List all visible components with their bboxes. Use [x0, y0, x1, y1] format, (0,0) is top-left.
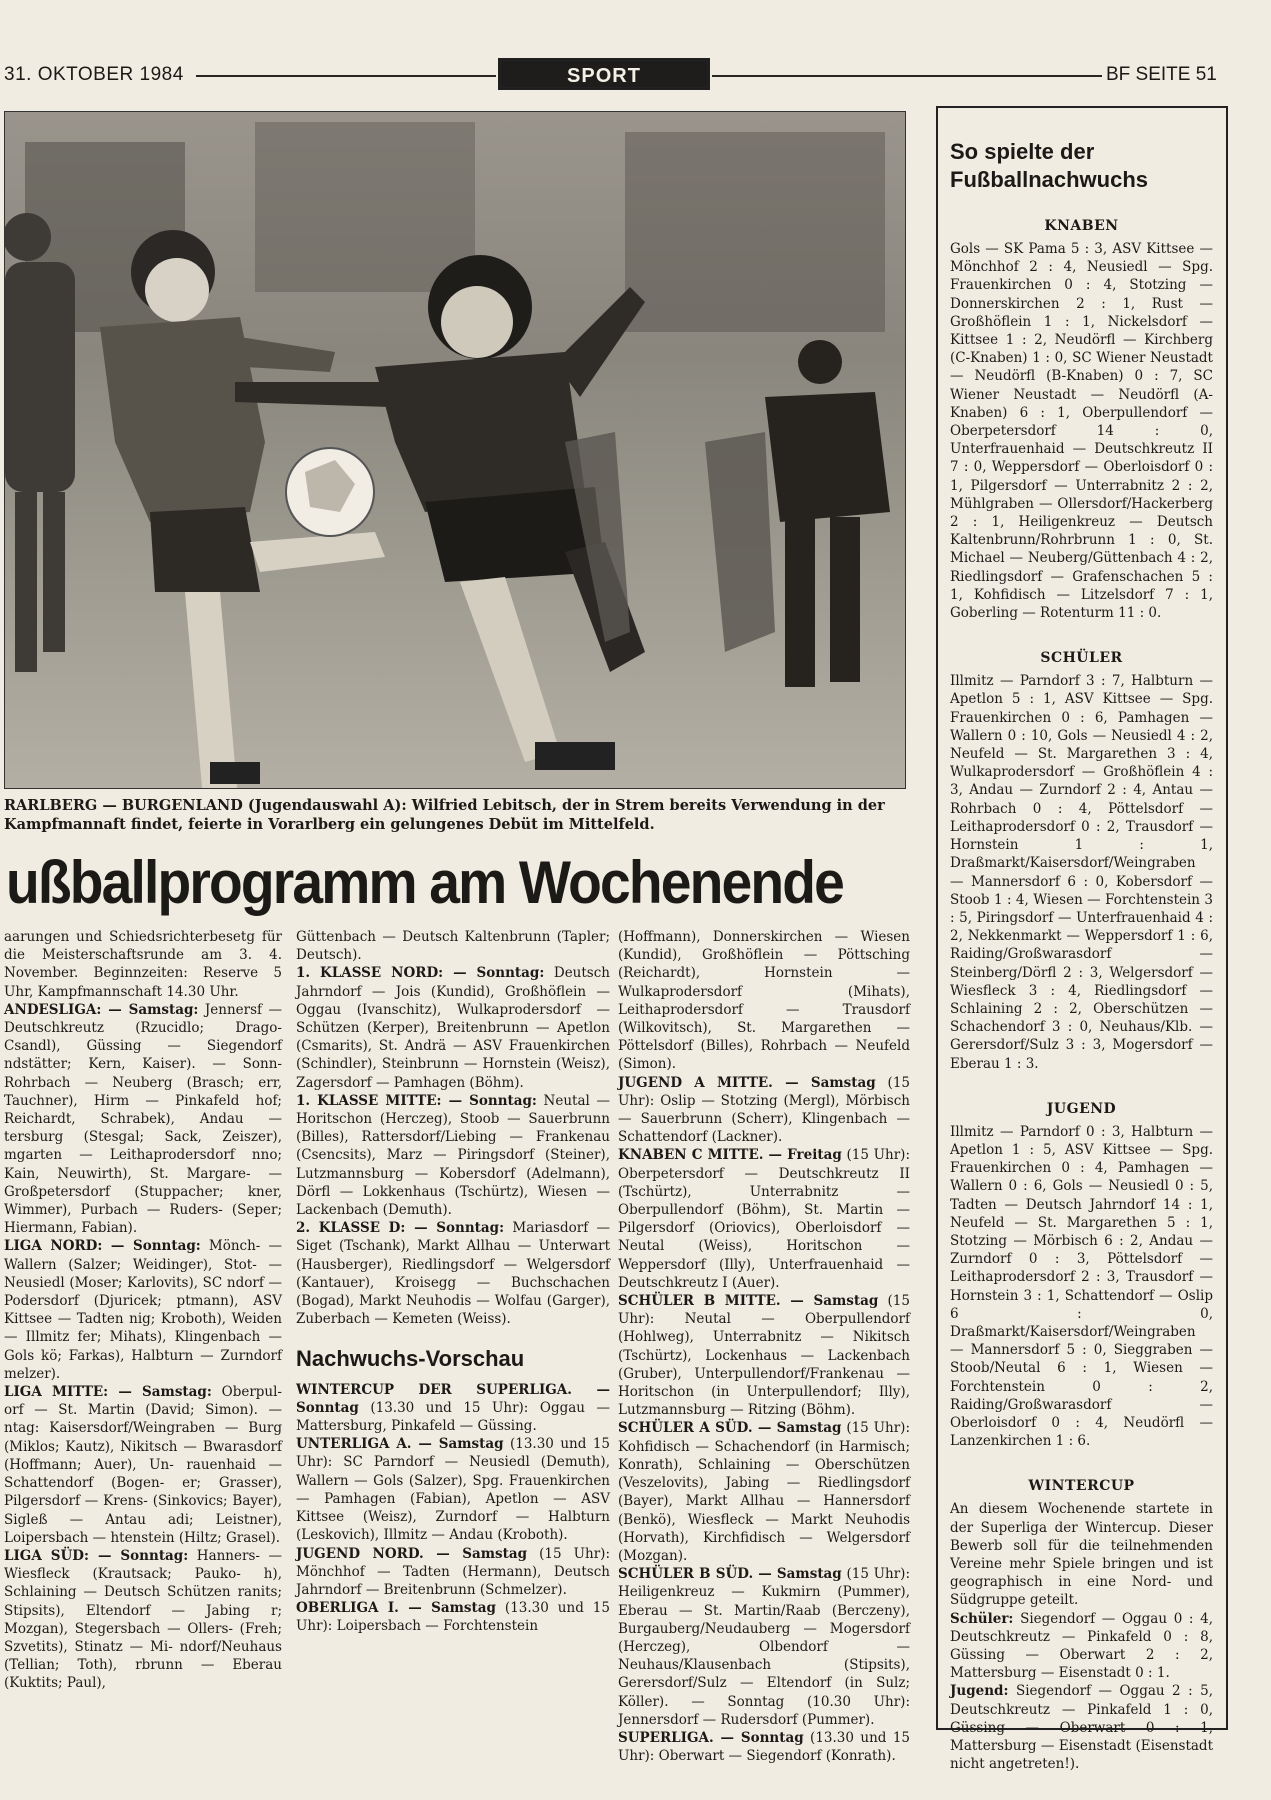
article-column-2	[296, 928, 610, 1636]
paragraph: SCHÜLER B SÜD. — Samstag (15 Uhr): Heiligenkreuz — Kukmirn (Pummer), Eberau — St. Martin/Raab (Berczeny), Burgauberg/Neudauberg — Mogersdorf (Herczeg), Olbendorf — Neuhaus/Klausenbach (Stipsits), Gerersdorf/Sulz — Eltendorf (in Sulz; Köller). — Sonntag (10.30 Uhr): Jennersdorf — Rudersdorf (Pummer).	[618, 1566, 910, 1728]
paragraph: 1. KLASSE NORD: — Sonntag: Deutsch Jahrndorf — Jois (Kundid), Großhöflein — Oggau (Ivanschitz), Wulkaprodersdorf — Schützen (Kerper), Breitenbrunn — Apetlon (Csmarits), St. Andrä — ASV Frauenkirchen (Schindler), Steinbrunn — Hornstein (Weisz), Zagersdorf — Pamhagen (Böhm).	[296, 965, 610, 1091]
page-number: BF SEITE 51	[1106, 64, 1217, 85]
section-heading-wintercup: WINTERCUP	[1028, 1478, 1135, 1495]
article-column-1	[4, 928, 282, 1693]
photo-caption: RARLBERG — BURGENLAND (Jugendauswahl A): Wilfried Lebitsch, der in Strem bereits Verwendung in der Kampfmannaft findet, feierte in Vorarlberg ein gelungenes Debüt im Mittelfeld.	[4, 797, 885, 833]
paragraph: KNABEN C MITTE. — Freitag (15 Uhr): Oberpetersdorf — Deutschkreutz II (Tschürtz), Unterrabnitz — Oberpullendorf (Böhm), St. Martin — Pilgersdorf (Oriovics), Oberloisdorf — Neutal (Weiss), Horitschon — Weppersdorf (Illy), Unterfrauenhaid — Deutschkreutz I (Auer).	[618, 1147, 910, 1291]
section-label: SPORT	[498, 58, 710, 90]
paragraph: LIGA SÜD: — Sonntag: Hanners- — Wiesfleck (Krautsack; Pauko- h), Schlaining — Deutsch Schützen ranits; Stipsits), Eltendorf — Jabing r; Mozgan), Stegersbach — Ollers- (Freh; Szvetits), Stinatz — Mi- ndorf/Neuhaus (Tellian; Toth), rbrunn — Eberau (Kuktits; Paul),	[4, 1547, 282, 1692]
paragraph: 1. KLASSE MITTE: — Sonntag: Neutal — Horitschon (Herczeg), Stoob — Sauerbrunn (Billes), Rattersdorf/Liebing — Frankenau (Csencsits), Marz — Piringsdorf (Steiner), Lutzmannsburg — Kobersdorf (Adelmann), Dörfl — Lokkenhaus (Tschürtz), Wiesen — Lackenbach (Demuth).	[296, 1092, 610, 1219]
paragraph: JUGEND NORD. — Samstag (15 Uhr): Mönchhof — Tadten (Hermann), Deutsch Jahrndorf — Breitenbrunn (Schmelzer).	[296, 1545, 610, 1598]
paragraph: JUGEND A MITTE. — Samstag (15 Uhr): Oslip — Stotzing (Mergl), Mörbisch — Sauerbrunn (Scherr), Klingenbach — Schattendorf (Lackner).	[618, 1074, 910, 1146]
header-rule-right	[712, 75, 1102, 77]
paragraph: SCHÜLER A SÜD. — Samstag (15 Uhr): Kohfidisch — Schachendorf (in Harmisch; Konrath), Schlaining — Oberschützen (Veszelovits), Jabing — Riedlingsdorf (Bayer), Markt Allhau — Hannersdorf (Benkö), Wiesfleck — Markt Neuhodis (Horvath), Kirchfidisch — Welgersdorf (Mozgan).	[618, 1420, 910, 1564]
wintercup-results-jugend: Jugend: Siegendorf — Oggau 2 : 5, Deutschkreutz — Pinkafeld 1 : 0, Güssing — Oberwart 0 : 1, Mattersburg — Eisenstadt (Eisenstadt nicht angetreten!).	[950, 1683, 1213, 1773]
preview-heading: Nachwuchs-Vorschau	[296, 1346, 525, 1372]
results-jugend: Illmitz — Parndorf 0 : 3, Halbturn — Apetlon 1 : 5, ASV Kittsee — Spg. Frauenkirchen 0 : 4, Pamhagen — Wallern 0 : 6, Gols — Neusiedl 0 : 5, Tadten — Deutsch Jahrndorf 14 : 1, Neufeld — St. Margarethen 5 : 1, Stotzing — Mörbisch 6 : 2, Andau — Zurndorf 0 : 3, Pöttelsdorf — Leithaprodersdorf 2 : 3, Trausdorf — Hornstein 3 : 1, Schattendorf — Oslip 6 : 0, Draßmarkt/Kaisersdorf/Weingraben — Mannersdorf 5 : 0, Sieggraben — Stoob/Neutal 6 : 1, Wiesen — Forchtenstein 0 : 2, Raiding/Großwarasdorf — Oberloisdorf 0 : 4, Neudörfl — Lanzenkirchen 1 : 6.	[950, 1123, 1213, 1450]
paragraph: WINTERCUP DER SUPERLIGA. — Sonntag (13.30 und 15 Uhr): Oggau — Mattersburg, Pinkafeld — Güssing.	[296, 1381, 610, 1435]
paragraph: 2. KLASSE D: — Sonntag: Mariasdorf — Siget (Tschank), Markt Allhau — Unterwart (Hausberger), Riedlingsdorf — Welgersdorf (Kantauer), Kroisegg — Buchschachen (Bogad), Markt Neuhodis — Wolfau (Garger), Zuberbach — Kemeten (Weiss).	[296, 1220, 610, 1328]
sidebar-title: So spielte der Fußballnachwuchs	[950, 139, 1149, 192]
results-schueler: Illmitz — Parndorf 3 : 7, Halbturn — Apetlon 5 : 1, ASV Kittsee — Spg. Frauenkirchen 0 : 6, Pamhagen — Wallern 0 : 10, Gols — Neusiedl 4 : 2, Neufeld — St. Margarethen 3 : 4, Wulkaprodersdorf — Großhöflein 4 : 3, Andau — Zurndorf 2 : 4, Antau — Rohrbach 0 : 4, Pöttelsdorf — Leithaprodersdorf 0 : 2, Trausdorf — Hornstein 1 : 1, Draßmarkt/Kaisersdorf/Weingraben — Mannersdorf 6 : 0, Kobersdorf — Stoob 1 : 4, Wiesen — Forchtenstein 3 : 5, Piringsdorf — Unterfrauenhaid 4 : 2, Nekkenmarkt — Weppersdorf 1 : 6, Raiding/Großwarasdorf — Steinberg/Dörfl 2 : 3, Welgersdorf — Wiesfleck 3 : 4, Riedlingsdorf — Schlaining 2 : 2, Oberschützen — Schachendorf 3 : 0, Neuhaus/Klb. — Gerersdorf/Sulz 3 : 3, Mogersdorf — Eberau 1 : 3.	[950, 673, 1213, 1072]
wintercup-intro: An diesem Wochenende startete in der Superliga der Wintercup. Dieser Bewerb soll für die teilnehmenden Vereine mehr Spiele bringen und ist geographisch in eine Nord- und Südgruppe geteilt.	[950, 1501, 1213, 1609]
match-photo-illustration	[5, 112, 905, 788]
section-heading-knaben: KNABEN	[1044, 218, 1119, 234]
header-rule-left	[196, 75, 496, 77]
paragraph: OBERLIGA I. — Samstag (13.30 und 15 Uhr): Loipersbach — Forchtenstein	[296, 1600, 610, 1635]
paragraph: LIGA MITTE: — Samstag: Oberpul- orf — St. Martin (David; Simon). — ntag: Kaisersdorf/Weingraben — Burg (Miklos; Kautz), Nikitsch — Bwarasdorf (Hoffmann; Auer), Un- rauenhaid — Schattendorf (Bogen- er; Grasser), Pilgersdorf — Krens- (Sinkovics; Bayer), Sigleß — Antau adi; Leistner), Loipersbach — htenstein (Hiltz; Grasel).	[4, 1384, 282, 1546]
paragraph: Güttenbach — Deutsch Kaltenbrunn (Tapler; Deutsch).	[296, 929, 610, 964]
section-heading-schueler: SCHÜLER	[1040, 650, 1123, 667]
results-sidebar	[936, 106, 1228, 1773]
match-photo	[4, 111, 906, 789]
paragraph: UNTERLIGA A. — Samstag (13.30 und 15 Uhr): SC Parndorf — Neusiedl (Demuth), Wallern — Gols (Salzer), Spg. Frauenkirchen — Pamhagen (Fabian), Apetlon — ASV Kittsee (Weisz), Zurndorf — Halbturn (Leskovich), Illmitz — Andau (Kroboth).	[296, 1436, 610, 1544]
paragraph: aarungen und Schiedsrichterbesetg für die Meisterschaftsrunde am 3. 4. November. Beginnzeiten: Reserve 5 Uhr, Kampfmannschaft 14.30 Uhr.	[4, 929, 282, 1000]
paragraph: LIGA NORD: — Sonntag: Mönch- — Wallern (Salzer; Weidinger), Stot- — Neusiedl (Moser; Karlovits), SC ndorf — Podersdorf (Djuricek; ptmann), ASV Kittsee — Tadten nig; Kroboth), Weiden — Illmitz fer; Mihats), Klingenbach — Gols kö; Farkas), Halbturn — Zurndorf melzer).	[4, 1238, 283, 1382]
wintercup-results-schueler: Schüler: Siegendorf — Oggau 0 : 4, Deutschkreutz — Pinkafeld 0 : 8, Güssing — Oberwart 2 : 2, Mattersburg — Eisenstadt 0 : 1.	[950, 1610, 1213, 1682]
paragraph: (Hoffmann), Donnerskirchen — Wiesen (Kundid), Großhöflein — Pöttsching (Reichardt), Hornstein — Wulkaprodersdorf (Mihats), Leithaprodersdorf — Trausdorf (Wilkovitsch), St. Margarethen — Pöttelsdorf (Billes), Rohrbach — Neufeld (Simon).	[618, 929, 910, 1073]
article-headline: ußballprogramm am Wochenende	[6, 849, 843, 916]
results-knaben: Gols — SK Pama 5 : 3, ASV Kittsee — Mönchhof 2 : 4, Neusiedl — Spg. Frauenkirchen 0 : 4, Stotzing — Donnerskirchen 2 : 1, Rust — Großhöflein 1 : 1, Nickelsdorf — Kittsee 1 : 2, Neudörfl — Kirchberg (C-Knaben) 1 : 0, SC Wiener Neustadt — Neudörfl (B-Knaben) 0 : 7, SC Wiener Neustadt — Neudörfl (A-Knaben) 6 : 1, Oberpullendorf — Oberpetersdorf 14 : 0, Unterfrauenhaid — Deutschkreutz II 7 : 0, Weppersdorf — Oberloisdorf 0 : 1, Pilgersdorf — Unterrabnitz 2 : 2, Mühlgraben — Ollersdorf/Hackerberg 2 : 1, Heiligenkreuz — Deutsch Kaltenbrunn/Rohrbrunn 1 : 0, St. Michael — Neuberg/Güttenbach 4 : 2, Riedlingsdorf — Grafenschachen 5 : 1, Kohfidisch — Litzelsdorf 7 : 1, Goberling — Rotenturm 11 : 0.	[950, 241, 1213, 622]
paragraph: ANDESLIGA: — Samstag: Jennersf — Deutschkreutz (Rzucidlo; Drago- Csandl), Güssing — Siegendorf ndstätter; Kern, Kaiser). — Sonn- Rohrbach — Neuberg (Brasch; err, Tauchner), Hirm — Pinkafeld hof; Reichardt, Schrabek), Andau — tersburg (Stesgal; Sack, Zeiszer), mgarten — Leithaprodersdorf nno; Kain, Neuwirth), St. Margare- — Großpetersdorf (Stuppacher; kner, Wimmer), Purbach — Ruders- (Seper; Hiermann, Fabian).	[4, 1001, 282, 1237]
section-heading-jugend: JUGEND	[1046, 1100, 1117, 1117]
issue-date: 31. OKTOBER 1984	[4, 64, 184, 85]
paragraph: SUPERLIGA. — Sonntag (13.30 und 15 Uhr): Oberwart — Siegendorf (Konrath).	[618, 1729, 910, 1765]
paragraph: SCHÜLER B MITTE. — Samstag (15 Uhr): Neutal — Oberpullendorf (Hohlweg), Unterrabnitz — Nikitsch (Tschürtz), Lockenhaus — Lackenbach (Gruber), Unterpullendorf/Frankenau — Horitschon (in Unterpullendorf; Illy), Lutzmannsburg — Ritzing (Böhm).	[618, 1293, 910, 1419]
article-column-3	[618, 928, 910, 1765]
